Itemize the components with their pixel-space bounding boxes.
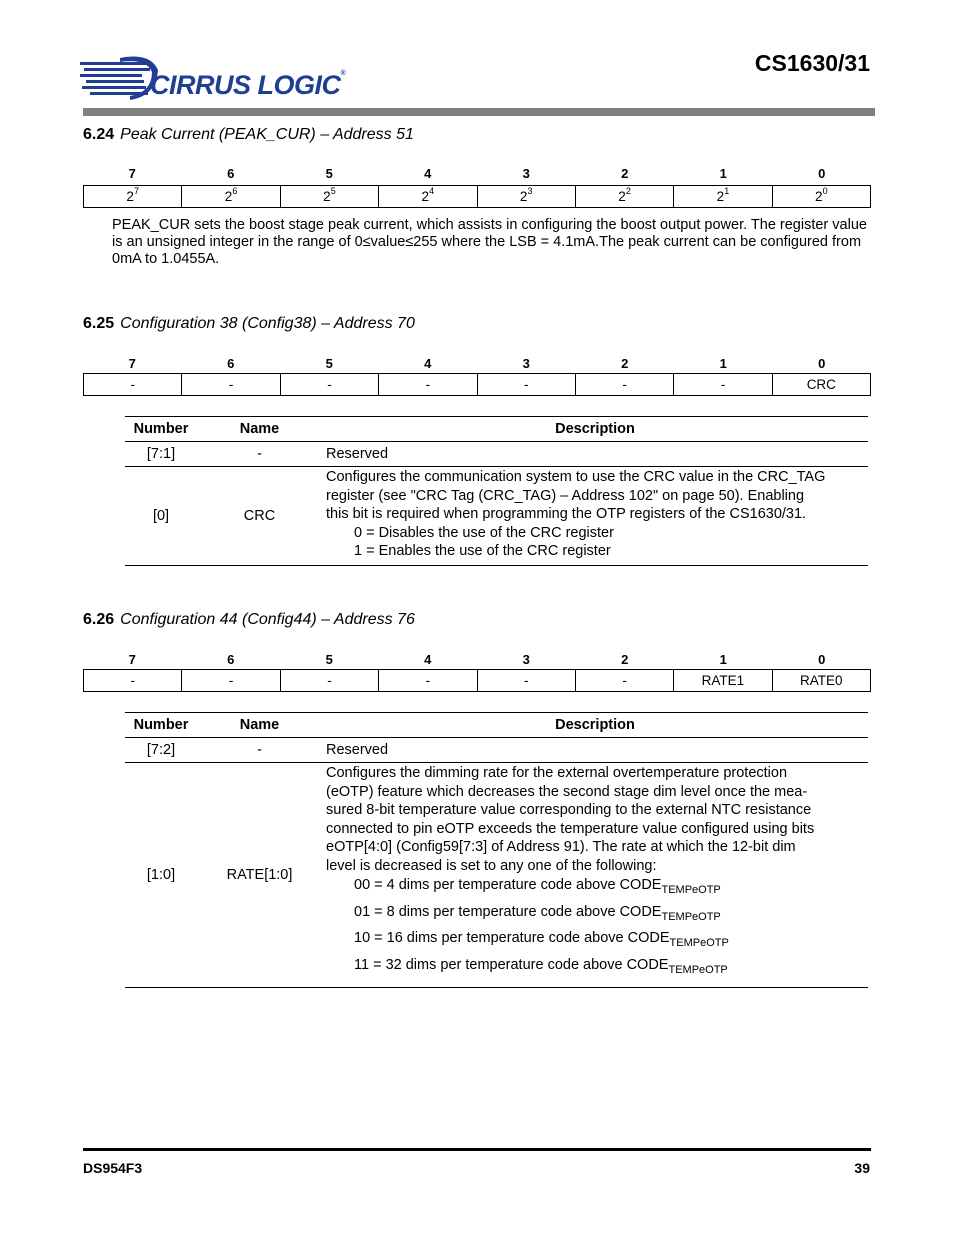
register-bit-cell: $2^3$ — [477, 186, 575, 207]
table-row — [125, 467, 868, 566]
field-name: - — [197, 738, 322, 763]
table-row — [125, 442, 868, 467]
col-description-header: Description — [322, 417, 868, 442]
option-line: 1 = Enables the use of the CRC register — [354, 543, 611, 559]
register-bit-cell: - — [477, 374, 575, 395]
field-number: [7:1] — [125, 442, 197, 467]
field-name: CRC — [197, 467, 322, 566]
footer-doc-id: DS954F3 — [83, 1160, 143, 1176]
config38-field-table — [125, 416, 868, 566]
document-title: CS1630/31 — [754, 50, 870, 76]
register-bit-cell: $2^6$ — [181, 186, 279, 207]
bit-index-label: 0 — [818, 166, 826, 181]
field-number: [0] — [125, 467, 197, 566]
table-header-row — [125, 713, 868, 738]
bit-index-label: 5 — [325, 652, 333, 667]
option-line: 00 = 4 dims per temperature code above $CODE_{TEMPeOTP}$ — [354, 877, 721, 896]
bit-index-label: 0 — [818, 356, 826, 371]
bit-index-label: 4 — [424, 652, 432, 667]
footer-rule — [83, 1148, 871, 1151]
register-bit-cell: - — [181, 374, 279, 395]
bit-index-label: 5 — [325, 356, 333, 371]
register-bit-cell: - — [280, 374, 378, 395]
col-name-header: Name — [197, 417, 322, 442]
field-description: Configures the dimming rate for the external overtemperature protection (eOTP) feature which decreases the second stage dim level once the mea- sured 8-bit temperature value corresponding to the external NTC resistance connected to pin eOTP exceeds the temperature value configured using bits eOTP[4:0] (Config59[7:3] of Address 91). The rate at which the 12-bit dim level is decreased is set to any one of the following: 00 = 4 dims per temperature code above $CODE_{TEMPeOTP}$ 01 = 8 dims per temperature code above $CODE_{TEMPeOTP}$ 10 = 16 dims per temperature code above $CODE_{TEMPeOTP}$ 11 = 32 dims per temperature code above $CODE_{TEMPeOTP}$ — [322, 763, 868, 988]
register-bit-cell: $2^1$ — [673, 186, 771, 207]
register-bit-cell: RATE0 — [772, 670, 870, 691]
bit-index-label: 1 — [719, 166, 727, 181]
logo-wordmark: CIRRUS LOGIC® — [150, 70, 346, 100]
bit-index-label: 4 — [424, 166, 432, 181]
register-bit-cell: $2^7$ — [126, 186, 139, 204]
bit-index-label: 3 — [522, 166, 530, 181]
field-description: Configures the communication system to use the CRC value in the CRC_TAG register (see "CRC Tag (CRC_TAG) – Address 102" on page 50). Enabling this bit is required when programming the OTP registers of the CS1630/31. 0 = Disables the use of the CRC register 1 = Enables the use of the CRC register — [322, 467, 868, 566]
bit-index-label: 1 — [719, 652, 727, 667]
config44-field-table — [125, 712, 868, 988]
register-bit-cell: - — [673, 374, 771, 395]
header-rule — [83, 108, 875, 116]
register-map-config44 — [83, 669, 871, 692]
footer-page-number: 39 — [854, 1160, 870, 1176]
bit-index-label: 1 — [719, 356, 727, 371]
col-number-header: Number — [125, 713, 197, 738]
register-bit-cell: - — [280, 670, 378, 691]
bit-index-label: 6 — [227, 166, 235, 181]
register-bit-cell: CRC — [772, 374, 870, 395]
register-bit-cell: RATE1 — [673, 670, 771, 691]
col-name-header: Name — [197, 713, 322, 738]
col-number-header: Number — [125, 417, 197, 442]
register-bit-cell: - — [130, 673, 135, 688]
bit-header-row — [83, 356, 871, 371]
option-line: 11 = 32 dims per temperature code above $CODE_{TEMPeOTP}$ — [354, 956, 728, 976]
register-bit-cell: - — [575, 670, 673, 691]
bit-header-row — [83, 652, 871, 667]
register-bit-cell: $2^4$ — [378, 186, 476, 207]
field-name: - — [197, 442, 322, 467]
peak-cur-description: PEAK_CUR sets the boost stage peak current, which assists in configuring the boost output power. The register value is an unsigned integer in the range of 0≤value≤255 where the LSB = 4.1mA.The peak current can be configured from 0mA to 1.0455A. — [112, 217, 867, 267]
register-bit-cell: - — [130, 377, 135, 392]
register-map-config38 — [83, 373, 871, 396]
option-line: 10 = 16 dims per temperature code above $CODE_{TEMPeOTP}$ — [354, 930, 729, 949]
table-row — [125, 763, 868, 988]
bit-index-label: 6 — [227, 356, 235, 371]
table-row — [125, 738, 868, 763]
register-bit-cell: - — [477, 670, 575, 691]
register-bit-cell: $2^0$ — [772, 186, 870, 207]
field-number: [1:0] — [125, 763, 197, 988]
field-description: Reserved — [322, 738, 868, 763]
bit-index-label: 2 — [621, 166, 629, 181]
bit-index-label: 7 — [128, 652, 136, 667]
bit-index-label: 5 — [325, 166, 333, 181]
register-bit-cell: - — [378, 670, 476, 691]
register-bit-cell: - — [181, 670, 279, 691]
bit-index-label: 6 — [227, 652, 235, 667]
bit-index-label: 3 — [522, 652, 530, 667]
bit-index-label: 7 — [128, 166, 136, 181]
register-map-peak-cur — [83, 185, 871, 208]
option-line: 0 = Disables the use of the CRC register — [354, 524, 614, 541]
option-line: 01 = 8 dims per temperature code above $CODE_{TEMPeOTP}$ — [354, 903, 721, 923]
section-heading-6-24: 6.24 Peak Current (PEAK_CUR) – Address 51 — [83, 126, 414, 143]
register-bit-cell: $2^2$ — [575, 186, 673, 207]
section-heading-6-26: 6.26 Configuration 44 (Config44) – Address 76 — [83, 611, 415, 628]
register-bit-cell: $2^5$ — [280, 186, 378, 207]
bit-index-label: 3 — [522, 356, 530, 371]
field-description: Reserved — [322, 442, 868, 467]
bit-index-label: 2 — [621, 652, 629, 667]
field-name: RATE[1:0] — [197, 763, 322, 988]
bit-index-label: 2 — [621, 356, 629, 371]
bit-index-label: 7 — [128, 356, 136, 371]
register-bit-cell: - — [575, 374, 673, 395]
bit-header-row — [83, 166, 871, 181]
bit-index-label: 4 — [424, 356, 432, 371]
table-header-row — [125, 417, 868, 442]
col-description-header: Description — [322, 713, 868, 738]
section-heading-6-25: 6.25 Configuration 38 (Config38) – Address 70 — [83, 315, 415, 332]
bit-index-label: 0 — [818, 652, 826, 667]
field-number: [7:2] — [125, 738, 197, 763]
register-bit-cell: - — [378, 374, 476, 395]
